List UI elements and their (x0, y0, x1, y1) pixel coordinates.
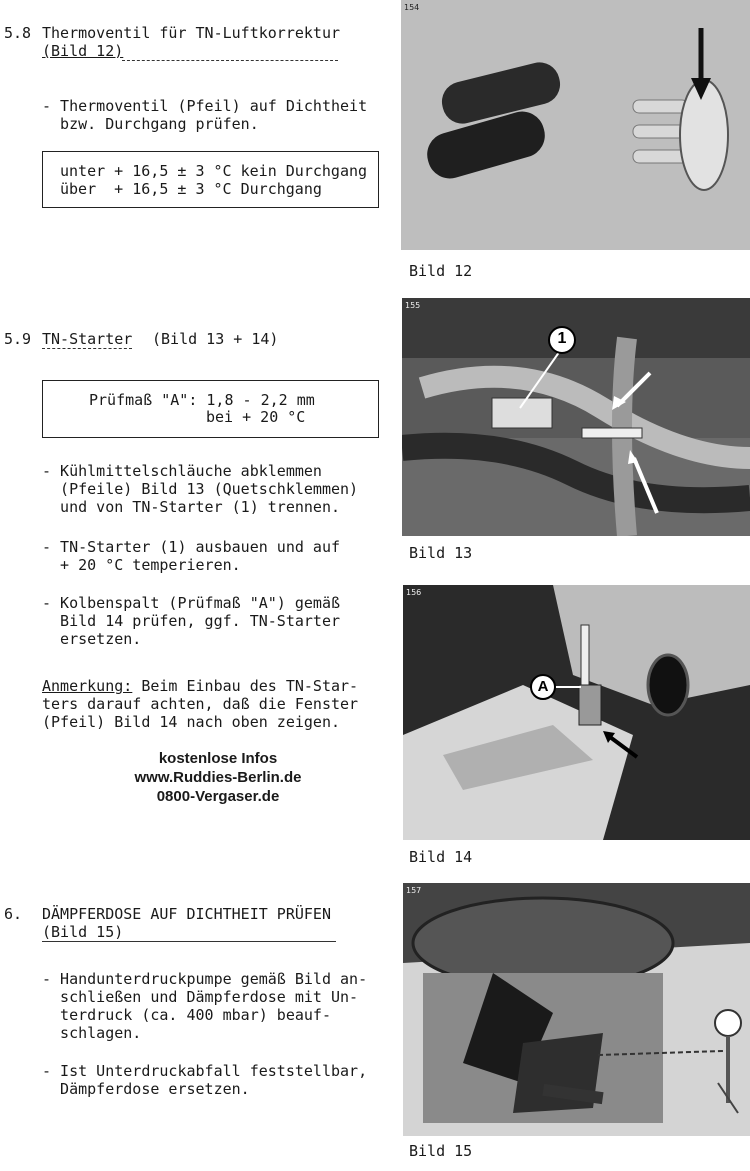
spec-box-line-2: über + 16,5 ± 3 °C Durchgang (60, 180, 322, 198)
section-6-figure-ref: (Bild 15) (42, 923, 124, 941)
section-5-9-step-2: - TN-Starter (1) ausbauen und auf + 20 °C temperieren. (42, 538, 341, 574)
spec-box-line-2: bei + 20 °C (206, 408, 306, 426)
note-label: Anmerkung: (42, 677, 133, 695)
figure-14-photo (403, 585, 750, 840)
section-5-9-figure-ref: (Bild 13 + 14) (152, 330, 279, 348)
section-6-number: 6. (4, 905, 23, 923)
spec-box-line-1: Prüfmaß "A": 1,8 - 2,2 mm (89, 391, 315, 409)
section-5-9-step-1: - Kühlmittelschläuche abklemmen (Pfeile) Bild 13 (Quetschklemmen) und von TN-Starter (1) trennen. (42, 462, 359, 516)
section-5-9-number: 5.9 (4, 330, 32, 348)
section-6-title: DÄMPFERDOSE AUF DICHTHEIT PRÜFEN (42, 905, 331, 923)
section-6-underline (42, 941, 336, 942)
note-text: Beim Einbau des TN-Star- ters darauf achten, daß die Fenster (Pfeil) Bild 14 nach oben zeigen. (42, 677, 359, 731)
section-5-8-title: Thermoventil für TN-Luftkorrektur (42, 24, 341, 42)
section-6-step-1: - Handunterdruckpumpe gemäß Bild an- schließen und Dämpferdose mit Un- terdruck (ca. 400 mbar) beauf- schlagen. (42, 970, 368, 1042)
figure-15-caption: Bild 15 (409, 1142, 473, 1160)
section-5-9-note (42, 677, 358, 731)
section-5-8-spec-box (42, 151, 379, 208)
figure-13-label: 1 (557, 330, 567, 347)
section-5-8-instruction: - Thermoventil (Pfeil) auf Dichtheit bzw. Durchgang prüfen. (42, 97, 368, 133)
figure-13-number: 155 (405, 301, 421, 310)
promo-website: www.Ruddies-Berlin.de (134, 769, 302, 786)
promo-line-1: kostenlose Infos (158, 750, 278, 767)
figure-14-caption: Bild 14 (409, 848, 473, 866)
figure-15-number: 157 (406, 886, 422, 895)
figure-12-caption: Bild 12 (409, 262, 473, 280)
section-5-8-underline (122, 60, 338, 61)
figure-14-number: 156 (406, 588, 422, 597)
figure-14-label: A (537, 678, 549, 695)
figure-12-photo (401, 0, 750, 250)
section-5-8-figure-ref: (Bild 12) (42, 42, 124, 60)
section-6-step-2: - Ist Unterdruckabfall feststellbar, Dämpferdose ersetzen. (42, 1062, 368, 1098)
figure-15-photo (403, 883, 750, 1136)
figure-12-number: 154 (404, 3, 420, 12)
promo-phone: 0800-Vergaser.de (156, 788, 280, 805)
section-5-9-spec-box (42, 380, 379, 438)
section-5-9-title: TN-Starter (42, 330, 133, 348)
figure-13-caption: Bild 13 (409, 544, 473, 562)
section-5-8-number: 5.8 (4, 24, 32, 42)
spec-box-line-1: unter + 16,5 ± 3 °C kein Durchgang (60, 162, 368, 180)
section-5-9-step-3: - Kolbenspalt (Prüfmaß "A") gemäß Bild 14 prüfen, ggf. TN-Starter ersetzen. (42, 594, 341, 648)
figure-13-photo (402, 298, 750, 536)
